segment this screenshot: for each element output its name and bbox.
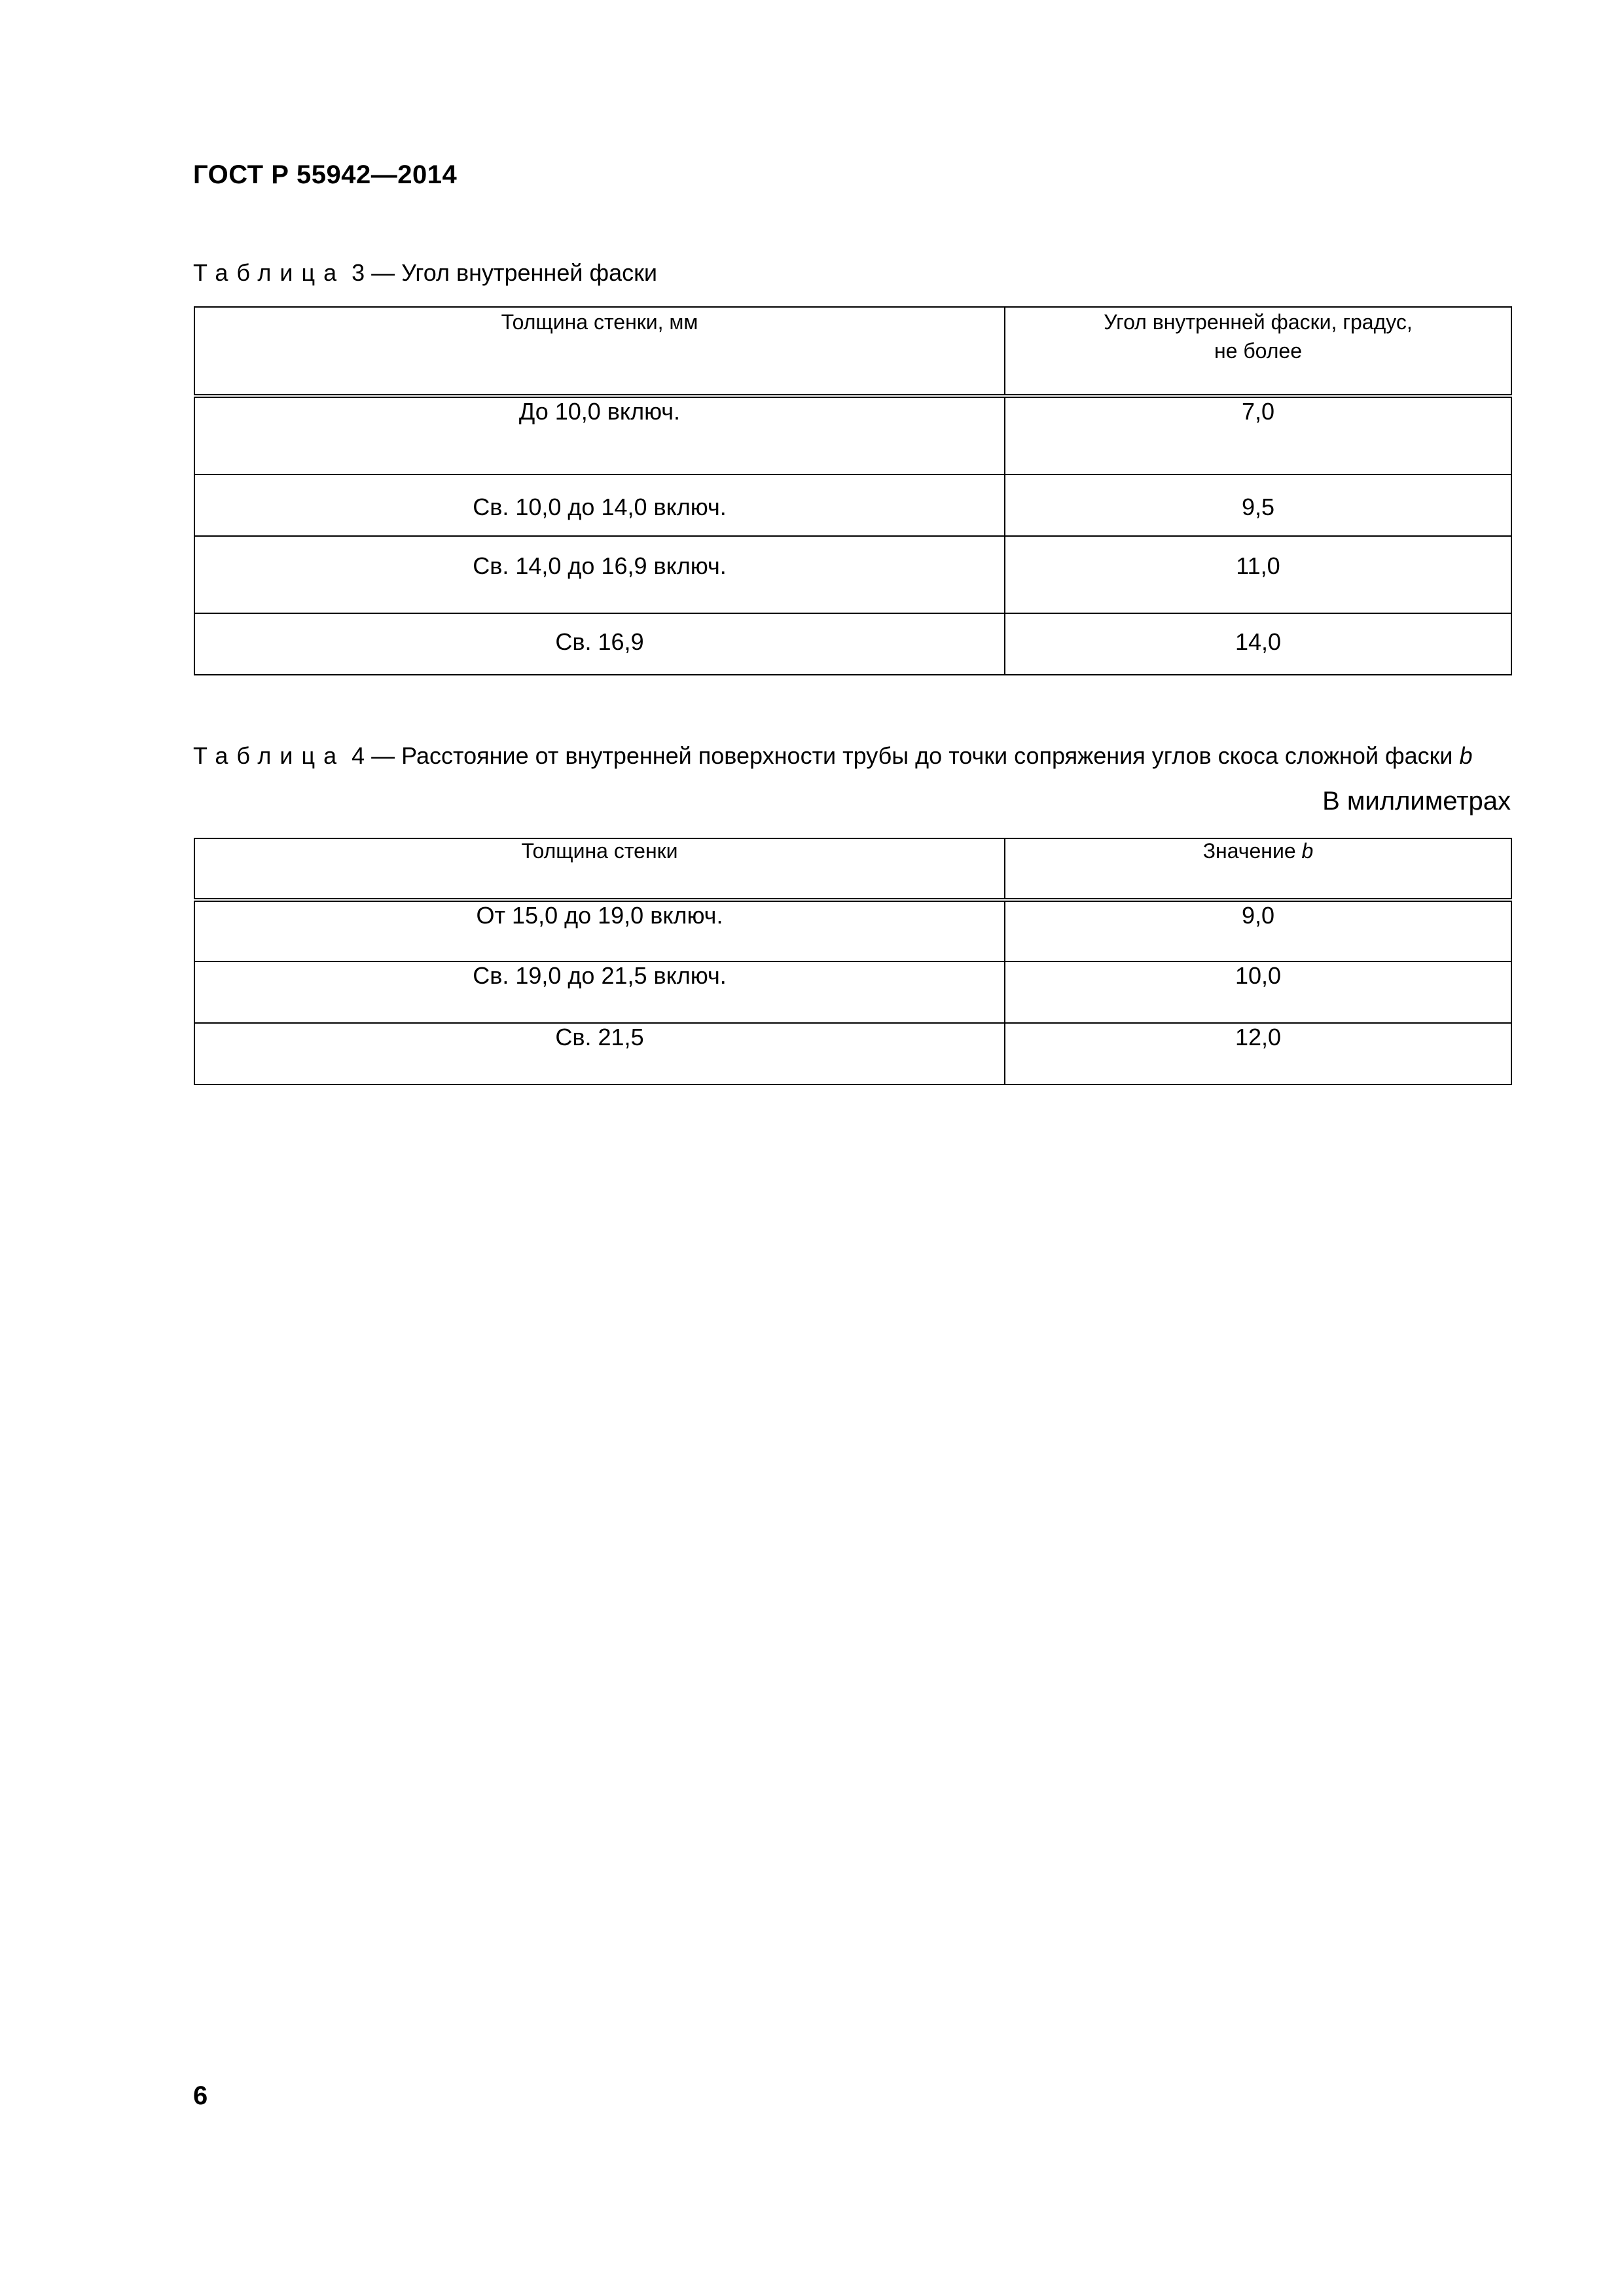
table-4-header-thickness: Толщина стенки <box>194 838 1005 900</box>
table-3-header-thickness: Толщина стенки, мм <box>194 307 1005 396</box>
table-row <box>194 536 1511 613</box>
table-3-cell-angle: 9,5 <box>1005 475 1511 536</box>
table-row <box>194 961 1511 1023</box>
table-4-header-value <box>1005 838 1511 900</box>
table-4-cell-thickness: Св. 21,5 <box>194 1023 1005 1085</box>
table-3-header-row <box>194 307 1511 396</box>
table-4 <box>194 838 1512 1085</box>
table-3-caption-text: 3 — Угол внутренней фаски <box>345 259 657 286</box>
table-4-cell-value: 9,0 <box>1005 900 1511 961</box>
table-row <box>194 900 1511 961</box>
document-header: ГОСТ Р 55942—2014 <box>193 160 458 189</box>
table-3-cell-thickness: Св. 14,0 до 16,9 включ. <box>194 536 1005 613</box>
table-4-caption-word: Таблица <box>193 742 346 769</box>
table-4-caption-symbol: b <box>1459 742 1473 769</box>
table-3 <box>194 306 1512 675</box>
units-note: В миллиметрах <box>1322 787 1511 816</box>
table-3-caption-word: Таблица <box>193 259 346 286</box>
table-4-header-value-symbol: b <box>1301 839 1314 863</box>
table-4-caption <box>193 742 1473 770</box>
table-3-header-angle-line1: Угол внутренней фаски, градус, <box>1104 310 1413 334</box>
table-row <box>194 613 1511 675</box>
table-4-cell-thickness: Св. 19,0 до 21,5 включ. <box>194 961 1005 1023</box>
table-3-cell-thickness: До 10,0 включ. <box>194 396 1005 475</box>
table-4-cell-value: 12,0 <box>1005 1023 1511 1085</box>
table-3-caption <box>193 259 657 287</box>
table-4-cell-thickness: От 15,0 до 19,0 включ. <box>194 900 1005 961</box>
table-row <box>194 396 1511 475</box>
table-3-cell-angle: 14,0 <box>1005 613 1511 675</box>
table-row <box>194 475 1511 536</box>
table-3-cell-thickness: Св. 10,0 до 14,0 включ. <box>194 475 1005 536</box>
page-number: 6 <box>193 2081 208 2110</box>
table-3-cell-angle: 7,0 <box>1005 396 1511 475</box>
table-row <box>194 1023 1511 1085</box>
table-3-cell-thickness: Св. 16,9 <box>194 613 1005 675</box>
table-4-header-row <box>194 838 1511 900</box>
table-4-cell-value: 10,0 <box>1005 961 1511 1023</box>
table-4-caption-text: 4 — Расстояние от внутренней поверхности трубы до точки сопряжения углов скоса сложной фаски <box>345 742 1460 769</box>
table-3-header-angle-line2: не более <box>1214 339 1303 363</box>
table-3-header-angle <box>1005 307 1511 396</box>
table-4-header-value-text: Значение <box>1202 839 1302 863</box>
table-3-cell-angle: 11,0 <box>1005 536 1511 613</box>
